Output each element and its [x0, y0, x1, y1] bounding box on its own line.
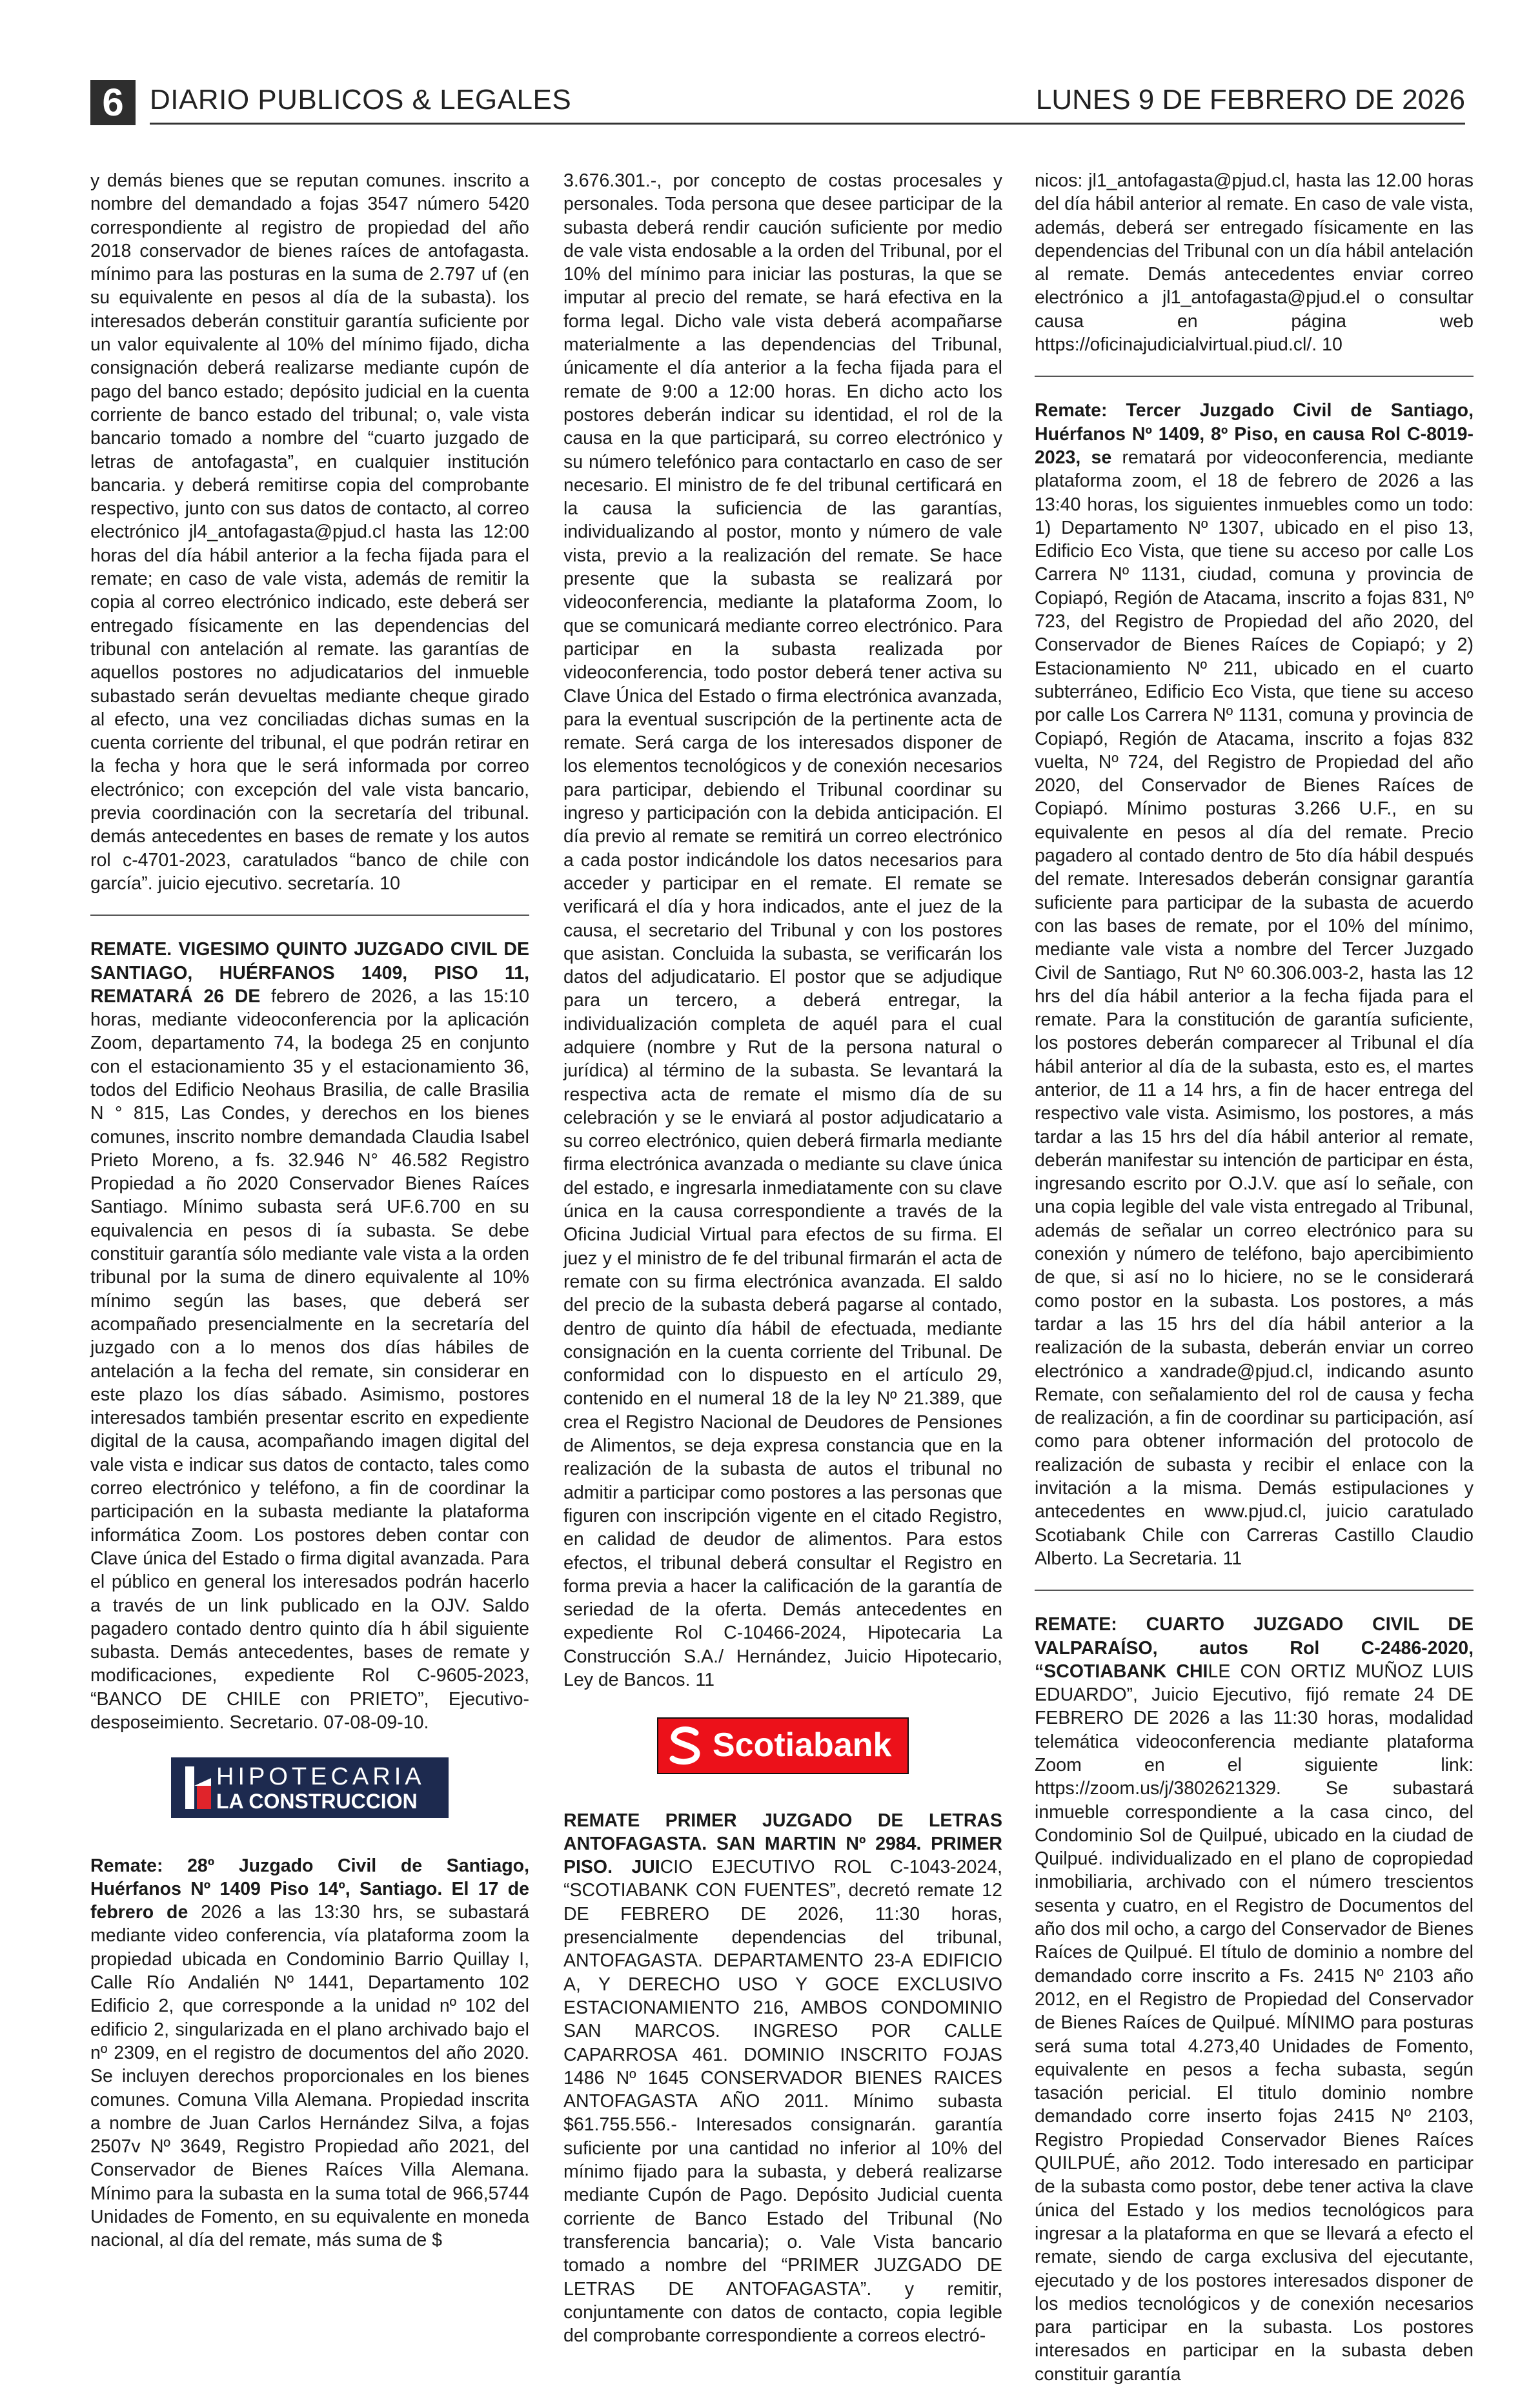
notice-cuarto-juzgado-valparaiso — [1035, 1613, 1474, 2386]
notice-heading: REMATE: CUARTO JUZGADO CIVIL DE VALPARAÍSO, autos Rol C-2486-2020, “SCOTIABANK CHI — [1035, 1614, 1474, 1682]
notice-body: LE CON ORTIZ MUÑOZ LUIS EDUARDO”, Juicio Ejecutivo, fijó remate 24 DE FEBRERO DE 2026 a las 11:30 horas, modalidad telemática videoconferencia mediante plataforma Zoom en el siguiente link: https://zoom.us/j/3802621329. Se subastará inmueble correspondiente a la casa cinco, del Condominio Sol de Quilpué, ubicado en la ciudad de Quilpué. individualizado en el plano de copropiedad inmobiliaria, archivado con el número trescientos sesenta y cuatro, en el Registro de Documentos del año dos mil ocho, a cargo del Conservador de Bienes Raíces de Quilpué. El título de dominio a nombre del demandado corre inscrito a Fs. 2415 Nº 2103 año 2012, en el Registro de Propiedad del Conservador de Bienes Raíces de Quilpué. MÍNIMO para posturas será suma total 4.273,40 Unidades de Fomento, equivalente en pesos a fecha subasta, según tasación pericial. El titulo dominio nombre demandado corre inserto fojas 2415 Nº 2103, Registro Propiedad Conservador Bienes Raíces QUILPUÉ, año 2012. Todo interesado en participar de la subasta como postor, debe tener activa la clave única del Estado y los medios tecnológicos para ingresar a la plataforma en que se llevará a efecto el remate, siendo de carga exclusiva del ejecutante, ejecutado y de los postores interesados disponer de los medios tecnológicos y de conexión necesarios para participar en la subasta. Los postores interesados en participar en la subasta deben constituir garantía — [1035, 1661, 1474, 2385]
notice-divider — [1035, 1590, 1474, 1591]
notice-tercer-juzgado — [1035, 399, 1474, 1570]
hipotecaria-logo-line2: LA CONSTRUCCION — [216, 1790, 418, 1814]
scotiabank-s-icon — [667, 1726, 704, 1765]
notice-heading: Remate: Tercer Juzgado Civil de Santiago, Huérfanos Nº 1409, 8º Piso, en causa Rol C-8019-2023, se — [1035, 400, 1474, 468]
column-1 — [90, 169, 530, 2251]
hipotecaria-logo-block — [90, 1757, 529, 1824]
notice-continued: 3.676.301.-, por concepto de costas procesales y personales. Toda persona que desee participar de la subasta deberá rendir caución suficiente por medio de vale vista endosable a la orden del Tribunal, por el 10% del mínimo para iniciar las posturas, la que se imputar al precio del remate, se hará efectiva en la forma legal. Dicho vale vista deberá acompañarse materialmente a las dependencias del Tribunal, únicamente el día anterior a la fecha fijada para el remate de 9:00 a 12:00 horas. En dicho acto los postores deberán indicar su identidad, el rol de la causa en la que participará, su correo electrónico y su número telefónico para contactarlo en caso de ser necesario. El ministro de fe del tribunal certificará en la causa la suficiencia de las garantías, individualizando al postor, monto y número de vale vista, previo a la realización del remate. Se hace presente que la subasta se realizará por videoconferencia, mediante la plataforma Zoom, lo que se comunicará mediante correo electrónico. Para participar en la subasta realizada por videoconferencia, todo postor deberá tener activa su Clave Única del Estado o firma electrónica avanzada, para la eventual suscripción de la pertinente acta de remate. Será carga de los interesados disponer de los elementos tecnológicos y de conexión necesarios para participar, debiendo el Tribunal coordinar su ingreso y participación con la debida anticipación. El día previo al remate se remitirá un correo electrónico a cada postor indicándole los datos necesarios para acceder y participar en el remate. El remate se verificará el día y hora indicados, ante el juez de la causa, el secretario del Tribunal y con los postores que asistan. Concluida la subasta, se verificarán los datos del adjudicatario. El postor que se adjudique para un tercero, a deberá entregar, la individualización completa de aquél para el cual adquiere (nombre y Rut de la persona natural o jurídica) al término de la subasta. Se levantará la respectiva acta de remate el mismo día de su celebración y se le enviará al postor adjudicatario a su correo electrónico, quien deberá firmarla mediante firma electrónica avanzada o mediante su clave única del estado, e ingresarla inmediatamente con su clave única en la causa correspondiente a través de la Oficina Judicial Virtual para efectos de su firma. El juez y el ministro de fe del tribunal firmarán el acta de remate con su firma electrónica avanzada. El saldo del precio de la subasta deberá pagarse al contado, dentro de quinto día hábil de efectuada, mediante consignación en la cuenta corriente del Tribunal. De conformidad con lo dispuesto en el artículo 29, contenido en el numeral 18 de la ley Nº 21.389, que crea el Registro Nacional de Deudores de Pensiones de Alimentos, se deja expresa constancia que en la realización de la subasta de autos el tribunal no admitir a participar como postores a las personas que figuren con inscripción vigente en el citado Registro, en calidad de deudor de alimentos. Para estos efectos, el tribunal deberá consultar el Registro en forma previa a hacer la calificación de la garantía de seriedad de la oferta. Demás antecedentes en expediente Rol C-10466-2024, Hipotecaria La Construcción S.A./ Hernández, Juicio Hipotecario, Ley de Bancos. 11 — [563, 170, 1002, 1690]
page-number: 6 — [90, 80, 136, 125]
notice-body: febrero de 2026, a las 15:10 horas, mediante videoconferencia por la aplicación Zoom, departamento 74, la bodega 25 en conjunto con el estacionamiento 35 y el estacionamiento 36, todos del Edificio Neohaus Brasilia, de calle Brasilia N ° 815, Las Condes, y derechos en los bienes comunes, inscrito nombre demandada Claudia Isabel Prieto Moreno, a fs. 32.946 N° 46.582 Registro Propiedad a ño 2020 Conservador Bienes Raíces Santiago. Mínimo subasta será UF.6.700 en su equivalencia en pesos di ía subasta. Se debe constituir garantía sólo mediante vale vista a la orden tribunal por la suma de dinero equivalente al 10% mínimo según las bases, que deberá ser acompañado presencialmente en la secretaría del juzgado con a lo menos dos días hábiles de antelación a la fecha del remate, sin considerar en este plazo los días sábado. Asimismo, postores interesados también presentar escrito en expediente digital de la causa, acompañando imagen digital del vale vista e indicar sus datos de contacto, tales como correo electrónico y teléfono, a fin de coordinar la participación en la subasta mediante la plataforma informática Zoom. Los postores deben contar con Clave única del Estado o firma digital avanzada. Para el público en general los interesados podrán hacerlo a través de un link publicado en la OJV. Saldo pagadero contado dentro quinto día h ábil siguiente subasta. Demás antecedentes, bases de remate y modificaciones, expediente Rol C-9605-2023, “BANCO DE CHILE con PRIETO”, Ejecutivo-desposeimiento. Secretario. 07-08-09-10. — [90, 986, 530, 1733]
column-2 — [563, 169, 1002, 2347]
notice-28-juzgado — [90, 1854, 529, 2252]
notice-body: rematará por videoconferencia, mediante plataforma zoom, el 18 de febrero de 2026 a las 13:40 horas, los siguientes inmuebles como un todo: 1) Departamento Nº 1307, ubicado en el piso 13, Edificio Eco Vista, que tiene su acceso por calle Los Carrera Nº 1131, ciudad, comuna y provincia de Copiapó, Región de Atacama, inscrito a fojas 831, Nº 723, del Registro de Propiedad del año 2020, del Conservador de Bienes Raíces de Copiapó; y 2) Estacionamiento Nº 211, ubicado en el cuarto subterráneo, Edificio Eco Vista, que tiene su acceso por calle Los Carrera Nº 1131, comuna y provincia de Copiapó, Región de Atacama, inscrito a fojas 832 vuelta, Nº 724, del Registro de Propiedad del año 2020, del Conservador de Bienes Raíces de Copiapó. Mínimo posturas 3.266 U.F., en su equivalente en pesos al día del remate. Precio pagadero al contado dentro de 5to día hábil después del remate. Interesados deberán consignar garantía suficiente para participar de la subasta de acuerdo con las bases de remate, por el 10% del mínimo, mediante vale vista a nombre del Tercer Juzgado Civil de Santiago, Rut Nº 60.306.003-2, hasta las 12 hrs del día hábil anterior a la fecha fijada para el remate. Para la constitución de garantía suficiente, los postores deberán comparecer al Tribunal el día hábil anterior al día de la subasta, esto es, el martes anterior, de 11 a 14 hrs, a fin de hacer entrega del respectivo vale vista. Asimismo, los postores, a más tardar a las 15 hrs del día hábil anterior al remate, deberán manifestar su intención de participar en ésta, ingresando escrito por O.J.V. que así lo señale, con una copia legible del vale vista entregado al Tribunal, además de señalar un correo electrónico para su conexión y número de teléfono, bajo apercibimiento de que, si así no lo hiciere, no se le considerará como postor en la subasta. Los postores, a más tardar a las 15 hrs del día hábil anterior a la realización de la subasta, deberán enviar un correo electrónico a xandrade@pjud.cl, indicando asunto Remate, con señalamiento del rol de causa y fecha de realización, a fin de coordinar su participación, así como para obtener información del protocolo de realización de subasta y recibir el enlace con la invitación a la misma. Demás estipulaciones y antecedentes en www.pjud.cl, juicio caratulado Scotiabank Chile con Carreras Castillo Claudio Alberto. La Secretaria. 11 — [1035, 447, 1474, 1569]
notice-continued: y demás bienes que se reputan comunes. inscrito a nombre del demandado a fojas 3547 número 5420 correspondiente al registro de propiedad del año 2018 conservador de bienes raíces de antofagasta. mínimo para las posturas en la suma de 2.797 uf (en su equivalente en pesos al día de la subasta). los interesados deberán constituir garantía suficiente por un valor equivalente al 10% del mínimo fijado, dicha consignación deberá realizarse mediante cupón de pago del banco estado; depósito judicial en la cuenta corriente de banco estado del tribunal; o, vale vista bancario tomado a nombre del “cuarto juzgado de letras de antofagasta”, en cualquier institución bancaria. y deberá remitirse copia del comprobante respectivo, junto con sus datos de contacto, al correo electrónico jl4_antofagasta@pjud.cl hasta las 12:00 horas del día hábil anterior a la fecha fijada para el remate; en caso de vale vista, además de remitir la copia al correo electrónico indicado, este deberá ser entregado físicamente en las dependencias del tribunal con antelación al remate. las garantías de aquellos postores no adjudicatarios del inmueble subastado serán devueltas mediante cheque girado al efecto, una vez conciliadas dichas sumas en la cuenta corriente del tribunal, el que podrán retirar en la fecha y hora que le será informada por correo electrónico; con excepción del vale vista bancario, previa coordinación con la secretaría del tribunal. demás antecedentes en bases de remate y los autos rol c-4701-2023, caratulados “banco de chile con garcía”. juicio ejecutivo. secretaría. 10 — [90, 170, 529, 894]
notice-heading: REMATE PRIMER JUZGADO DE LETRAS ANTOFAGASTA. SAN MARTIN Nº 2984. PRIMER PISO. JUI — [563, 1810, 1002, 1878]
notice-heading: Remate: 28º Juzgado Civil de Santiago, Huérfanos Nº 1409 Piso 14º, Santiago. El 17 de febrero de — [90, 1855, 529, 1923]
notice-heading: REMATE. VIGESIMO QUINTO JUZGADO CIVIL DE SANTIAGO, HUÉRFANOS 1409, PISO 11, REMATARÁ 26 DE — [90, 939, 529, 1007]
scotiabank-logo-block — [563, 1717, 1002, 1780]
notice-body: 2026 a las 13:30 hrs, se subastará mediante video conferencia, vía plataforma zoom la propiedad ubicada en Condominio Barrio Quillay I, Calle Río Andalién Nº 1441, Departamento 102 Edificio 2, que corresponde a la unidad nº 102 del edificio 2, singularizada en el plano archivado bajo el nº 2309, en el registro de documentos del año 2020. Se incluyen derechos proporcionales en los bienes comunes. Comuna Villa Alemana. Propiedad inscrita a nombre de Juan Carlos Hernández Silva, a fojas 2507v Nº 3649, Registro Propiedad año 2021, del Conservador de Bienes Raíces Villa Alemana. Mínimo para la subasta en la suma total de 966,5744 Unidades de Fomento, en su equivalente en moneda nacional, al día del remate, más suma de $ — [90, 1902, 529, 2251]
notice-vigesimo-quinto — [90, 938, 529, 1734]
publication-date: LUNES 9 DE FEBRERO DE 2026 — [1035, 84, 1465, 116]
hipotecaria-logo-line1: HIPOTECARIA — [216, 1763, 425, 1791]
notice-divider — [1035, 376, 1474, 377]
hipotecaria-logo — [171, 1757, 449, 1818]
header-rule — [150, 123, 1465, 125]
notice-body: CIO EJECUTIVO ROL C-1043-2024, “SCOTIABANK CON FUENTES”, decretó remate 12 DE FEBRERO DE 2026, 11:30 horas, presencialmente dependencias del tribunal, ANTOFAGASTA. DEPARTAMENTO 23-A EDIFICIO A, Y DERECHO USO Y GOCE EXCLUSIVO ESTACIONAMIENTO 216, AMBOS CONDOMINIO SAN MARCOS. INGRESO POR CALLE CAPARROSA 461. DOMINIO INSCRITO FOJAS 1486 Nº 1645 CONSERVADOR BIENES RAICES ANTOFAGASTA AÑO 2011. Mínimo subasta $61.755.556.- Interesados consignarán. garantía suficiente por una cantidad no inferior al 10% del mínimo fijado para la subasta, y deberá realizarse mediante Cupón de Pago. Depósito Judicial cuenta corriente de Banco Estado del Tribunal (No transferencia bancaria); o. Vale Vista bancario tomado a nombre del “PRIMER JUZGADO DE LETRAS DE ANTOFAGASTA”. y remitir, conjuntamente con datos de contacto, copia legible del comprobante correspondiente a correos electró- — [563, 1857, 1002, 2347]
column-3 — [1035, 169, 1474, 2385]
notice-primer-juzgado-antofagasta — [563, 1809, 1002, 2348]
publication-name: DIARIO PUBLICOS & LEGALES — [150, 84, 572, 116]
notice-continued: nicos: jl1_antofagasta@pjud.cl, hasta las 12.00 horas del día hábil anterior al remate. En caso de vale vista, además, deberá ser entregado físicamente en las dependencias del Tribunal con un día hábil antelación al remate. Demás antecedentes enviar correo electrónico a jl1_antofagasta@pjud.el o consultar causa en página web https://oficinajudicialvirtual.piud.cl/. 10 — [1035, 170, 1474, 356]
notice-divider — [90, 915, 529, 916]
hipotecaria-mark-icon — [185, 1766, 211, 1809]
page-header — [90, 77, 1465, 129]
scotiabank-logo-text: Scotiabank — [713, 1726, 892, 1764]
scotiabank-logo — [657, 1717, 909, 1774]
